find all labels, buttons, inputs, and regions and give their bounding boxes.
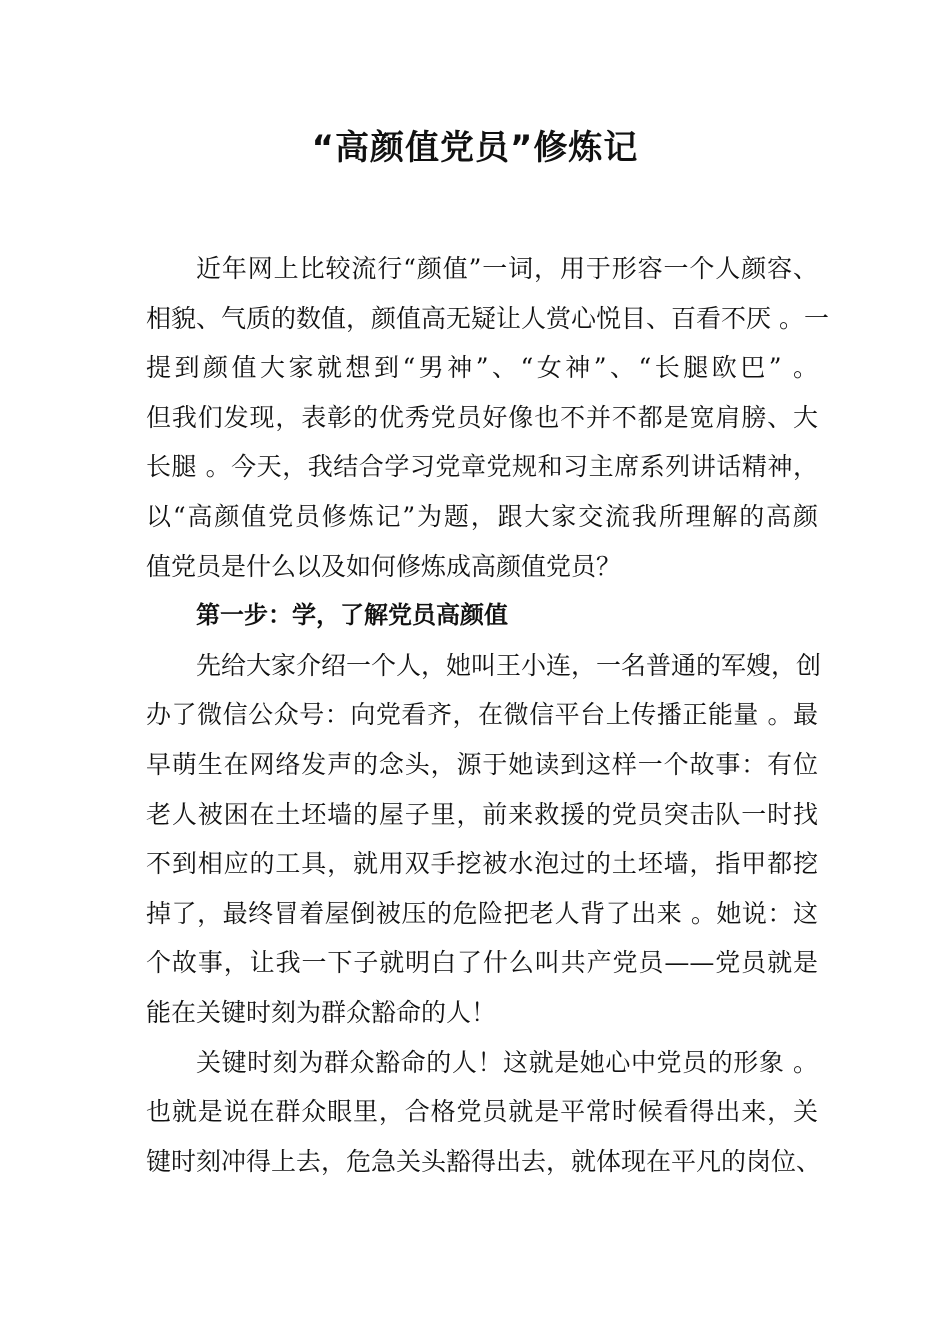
document-body [146, 244, 829, 1186]
text-line: 关键时刻为群众豁命的人！这就是她心中党员的形象 。 [196, 1047, 818, 1077]
paragraph-intro [146, 244, 829, 591]
text-line: 提到颜值大家就想到“男神”、“女神”、“长腿欧巴” 。 [146, 353, 818, 383]
paragraph-story [146, 641, 822, 1038]
text-line: 先给大家介绍一个人，她叫王小连，一名普通的军嫂，创 [196, 650, 822, 680]
text-line: 长腿 。今天，我结合学习党章党规和习主席系列讲话精神， [146, 452, 818, 482]
paragraph-conclusion [146, 1038, 822, 1187]
text-line: 办了微信公众号：向党看齐，在微信平台上传播正能量 。最 [146, 700, 818, 730]
text-line: 老人被困在土坯墙的屋子里，前来救援的党员突击队一时找 [146, 799, 818, 829]
text-line: 相貌、气质的数值，颜值高无疑让人赏心悦目、百看不厌 。一 [146, 303, 829, 333]
section-heading: 第一步：学，了解党员高颜值 [196, 601, 508, 630]
text-line: 键时刻冲得上去，危急关头豁得出去，就体现在平凡的岗位、 [146, 1146, 822, 1176]
text-line: 但我们发现，表彰的优秀党员好像也不并不都是宽肩膀、大 [146, 402, 818, 432]
text-line: 以“高颜值党员修炼记”为题，跟大家交流我所理解的高颜 [146, 501, 818, 531]
text-line: 个故事，让我一下子就明白了什么叫共产党员——党员就是 [146, 948, 818, 978]
text-line: 值党员是什么以及如何修炼成高颜值党员？ [146, 551, 622, 581]
text-line: 近年网上比较流行“颜值”一词，用于形容一个人颜容、 [196, 254, 818, 283]
document-title: “高颜值党员”修炼记 [311, 128, 639, 168]
text-line: 能在关键时刻为群众豁命的人！ [146, 997, 497, 1027]
text-line: 也就是说在群众眼里，合格党员就是平常时候看得出来，关 [146, 1097, 818, 1127]
text-line: 早萌生在网络发声的念头，源于她读到这样一个故事：有位 [146, 749, 818, 779]
text-line: 不到相应的工具，就用双手挖被水泡过的土坯墙，指甲都挖 [146, 849, 818, 879]
text-line: 掉了，最终冒着屋倒被压的危险把老人背了出来 。她说：这 [146, 898, 818, 928]
